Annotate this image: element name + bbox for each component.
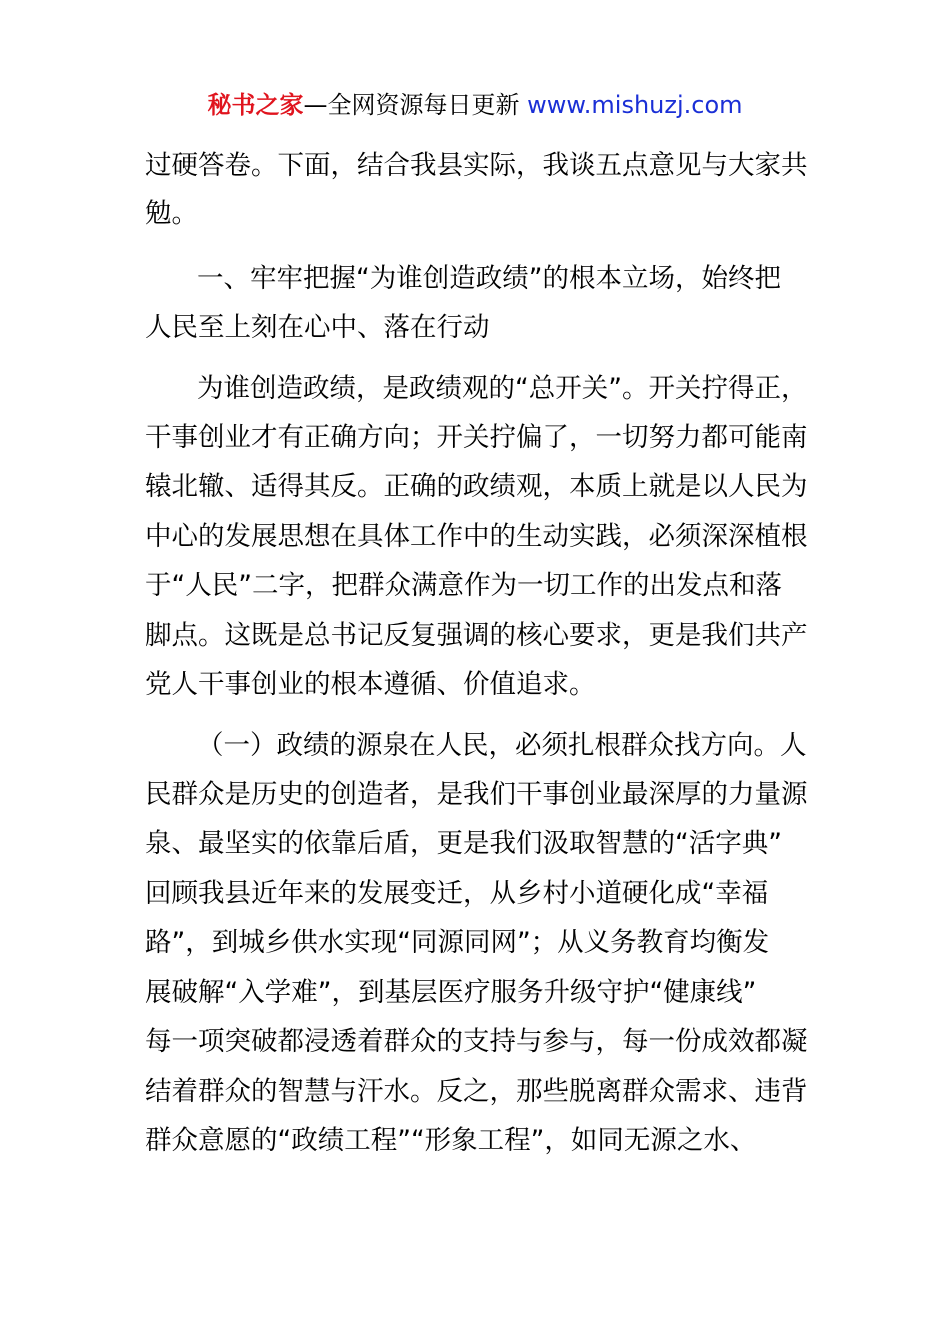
section-heading-line: 一、牢牢把握“为谁创造政绩”的根本立场，始终把: [197, 263, 781, 294]
page-header: [0, 88, 950, 122]
text-line: 每一项突破都浸透着群众的支持与参与，每一份成效都凝: [145, 1026, 808, 1057]
text-line: 中心的发展思想在具体工作中的生动实践，必须深深植根: [145, 521, 808, 552]
text-line: 回顾我县近年来的发展变迁，从乡村小道硬化成“幸福: [145, 878, 769, 909]
text-line: 辕北辙、适得其反。正确的政绩观，本质上就是以人民为: [145, 471, 808, 502]
text-line: （一）政绩的源泉在人民，必须扎根群众找方向。人: [197, 730, 807, 761]
text-line: 群众意愿的“政绩工程”“形象工程”，如同无源之水、: [145, 1125, 757, 1156]
text-line: 泉、最坚实的依靠后盾，更是我们汲取智慧的“活字典”: [145, 828, 782, 859]
text-line: 脚点。这既是总书记反复强调的核心要求，更是我们共产: [145, 620, 808, 651]
text-line: 路”，到城乡供水实现“同源同网”；从义务教育均衡发: [145, 927, 770, 958]
brand-name: 秘书之家: [207, 91, 304, 119]
site-url[interactable]: www.mishuzj.com: [527, 91, 743, 119]
text-line: 干事创业才有正确方向；开关拧偏了，一切努力都可能南: [145, 422, 808, 453]
text-line: 党人干事创业的根本遵循、价值追求。: [145, 669, 596, 700]
text-line: 展破解“入学难”，到基层医疗服务升级守护“健康线”: [145, 977, 757, 1008]
header-tagline: —全网资源每日更新: [303, 91, 528, 119]
text-line: 民群众是历史的创造者，是我们干事创业最深厚的力量源: [145, 779, 808, 810]
text-line: 过硬答卷。下面，结合我县实际，我谈五点意见与大家共: [145, 150, 808, 181]
section-heading-line: 人民至上刻在心中、落在行动: [145, 312, 490, 343]
text-line: 结着群众的智慧与汗水。反之，那些脱离群众需求、违背: [145, 1076, 808, 1107]
text-line: 勉。: [145, 198, 198, 229]
text-line: 于“人民”二字，把群众满意作为一切工作的出发点和落: [145, 570, 782, 601]
text-line: 为谁创造政绩，是政绩观的“总开关”。开关拧得正，: [197, 373, 808, 404]
